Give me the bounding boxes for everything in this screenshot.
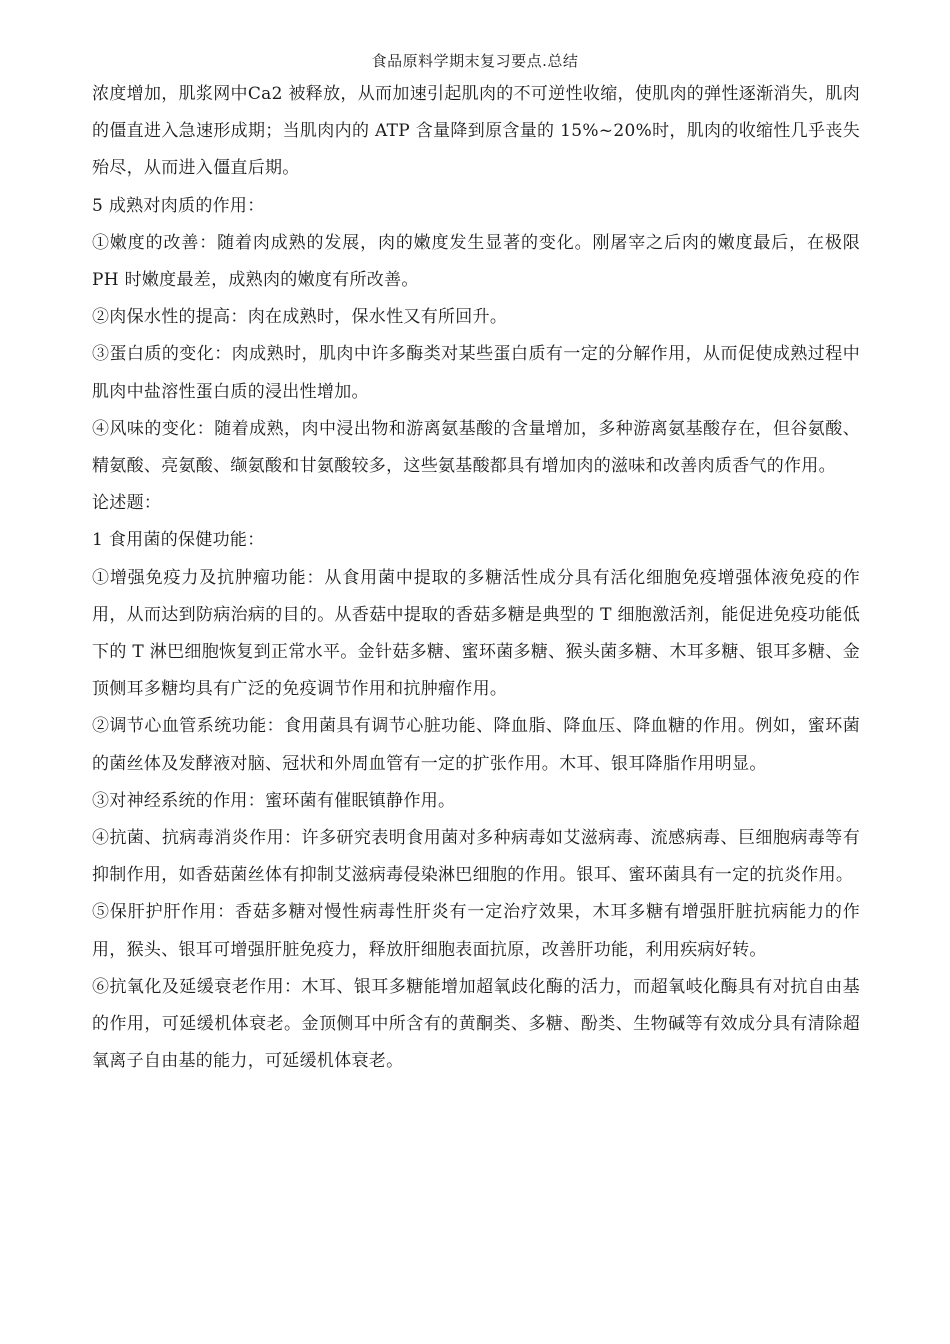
paragraph-water-holding: ②肉保水性的提高：肉在成熟时，保水性又有所回升。 bbox=[92, 307, 508, 328]
heading-mushroom-health: 1 食用菌的保健功能： bbox=[92, 530, 265, 551]
paragraph-nervous-system: ③对神经系统的作用：蜜环菌有催眠镇静作用。 bbox=[92, 790, 456, 811]
running-header-title: 食品原料学期末复习要点.总结 bbox=[371, 52, 579, 70]
heading-essay-questions: 论述题： bbox=[92, 493, 162, 514]
paragraph-liver: ⑤保肝护肝作用：香菇多糖对慢性病毒性肝炎有一定治疗效果，木耳多糖有增强肝脏抗病能力的作用，猴头、银耳可增强肝脏免疫力，释放肝细胞表面抗原，改善肝功能，利用疾病好转。 bbox=[92, 902, 860, 960]
paragraph-immunity: ①增强免疫力及抗肿瘤功能：从食用菌中提取的多糖活性成分具有活化细胞免疫增强体液免疫的作用，从而达到防病治病的目的。从香菇中提取的香菇多糖是典型的 T 细胞激活剂，能促进免疫功能低下的 T 淋巴细胞恢复到正常水平。金针菇多糖、蜜环菌多糖、猴头菌多糖、木耳多糖、银耳多糖、金顶侧耳多糖均具有广泛的免疫调节作用和抗肿瘤作用。 bbox=[92, 567, 860, 700]
paragraph-antioxidant: ⑥抗氧化及延缓衰老作用：木耳、银耳多糖能增加超氧歧化酶的活力，而超氧岐化酶具有对抗自由基的作用，可延缓机体衰老。金顶侧耳中所含有的黄酮类、多糖、酚类、生物碱等有效成分具有清除超氧离子自由基的能力，可延缓机体衰老。 bbox=[92, 976, 860, 1072]
paragraph-protein-change: ③蛋白质的变化：肉成熟时，肌肉中许多酶类对某些蛋白质有一定的分解作用，从而促使成熟过程中肌肉中盐溶性蛋白质的浸出性增加。 bbox=[92, 344, 860, 402]
body-text bbox=[92, 76, 860, 1080]
paragraph-antiviral: ④抗菌、抗病毒消炎作用：许多研究表明食用菌对多种病毒如艾滋病毒、流感病毒、巨细胞病毒等有抑制作用，如香菇菌丝体有抑制艾滋病毒侵染淋巴细胞的作用。银耳、蜜环菌具有一定的抗炎作用。 bbox=[92, 828, 860, 886]
paragraph-tenderness: ①嫩度的改善：随着肉成熟的发展，肉的嫩度发生显著的变化。刚屠宰之后肉的嫩度最后，在极限 PH 时嫩度最差，成熟肉的嫩度有所改善。 bbox=[92, 232, 860, 291]
paragraph-flavor-change: ④风味的变化：随着成熟，肉中浸出物和游离氨基酸的含量增加，多种游离氨基酸存在，但谷氨酸、精氨酸、亮氨酸、缬氨酸和甘氨酸较多，这些氨基酸都具有增加肉的滋味和改善肉质香气的作用。 bbox=[92, 418, 860, 477]
paragraph-cardiovascular: ②调节心血管系统功能：食用菌具有调节心脏功能、降血脂、降血压、降血糖的作用。例如，蜜环菌的菌丝体及发酵液对脑、冠状和外周血管有一定的扩张作用。木耳、银耳降脂作用明显。 bbox=[92, 716, 860, 774]
paragraph-rigor-continuation: 浓度增加，肌浆网中Ca2 被释放，从而加速引起肌肉的不可逆性收缩，使肌肉的弹性逐渐消失，肌肉的僵直进入急速形成期；当肌肉内的 ATP 含量降到原含量的 15%~20%时，肌肉的收缩性几乎丧失殆尽，从而进入僵直后期。 bbox=[92, 84, 860, 179]
heading-aging-effect: 5 成熟对肉质的作用： bbox=[92, 195, 265, 216]
